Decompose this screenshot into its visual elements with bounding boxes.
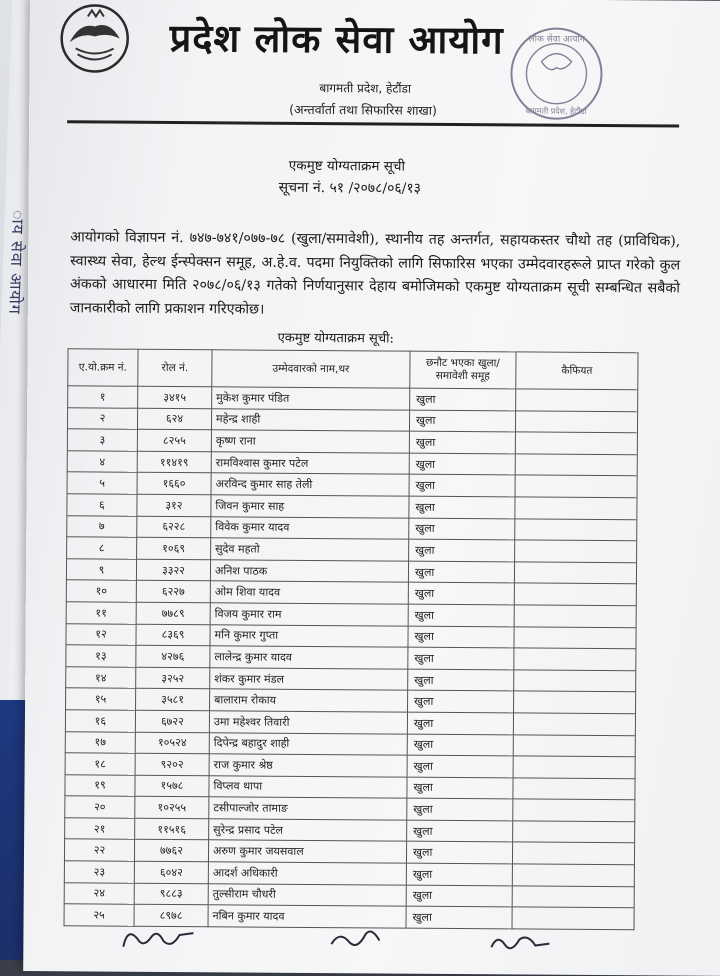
cell-serial: १६ [65,710,135,732]
cell-roll: ९८८३ [134,883,208,905]
cell-name: मनि कुमार गुप्ता [210,624,408,647]
cell-serial: १४ [66,666,136,688]
cell-serial: ७ [67,515,137,537]
cell-serial: ४ [67,451,137,473]
cell-serial: ६ [67,494,137,516]
cell-serial: १५ [66,688,136,710]
cell-name: नबिन कुमार यादव [208,905,406,928]
cell-name: आदर्श अधिकारी [208,862,406,885]
cell-roll: १५७८ [135,775,209,797]
cell-serial: १३ [66,645,136,667]
cell-serial: १ [68,386,138,408]
cell-group: खुला [407,820,513,842]
cell-name: जिवन कुमार साह [211,495,409,518]
cell-roll: ६०४२ [134,861,208,883]
cell-serial: २ [67,407,137,429]
cell-roll: १०५२४ [135,732,209,754]
notice-body: आयोगको विज्ञापन नं. ७४७-७४१/०७७-७८ (खुला/समावेशी), स्थानीय तह अन्तर्गत, सहायकस्तर चौथो तह (प्राविधिक), स्वास्थ्य सेवा, हेल्थ ईन्स्पेक्सन समूह, अ.हे.व. पदमा नियुक्तिको लागि सिफारिस भएका उम्मेदवारहरूले प्राप्त गरेको कुल अंकको आधारमा मिति २०७८/०६/१३ गतेको निर्णयानुसार देहाय बमोजिमको एकमुष्ट योग्यताक्रम सूची सम्बन्धित सबैको जानकारीको लागि प्रकाशन गरिएकोछ। [69,229,681,318]
cell-remarks [515,454,637,476]
cell-group: खुला [408,582,514,604]
cell-group: खुला [406,863,512,885]
cell-group: खुला [408,626,514,648]
cell-remarks [515,475,637,497]
cell-group: खुला [409,539,515,561]
cell-name: राज कुमार श्रेष्ठ [209,754,407,777]
cell-remarks [514,562,636,584]
cell-serial: २२ [64,839,134,861]
cell-group: खुला [409,453,515,475]
cell-remarks [516,389,638,411]
cell-roll: ११४१९ [137,451,211,473]
cell-name: सुदेव महतो [211,538,409,561]
cell-remarks [513,713,635,735]
branch-line: (अन्तर्वार्ता तथा सिफारिस शाखा) [289,101,437,118]
cell-name: तुल्सीराम चौधरी [208,883,406,906]
cell-roll: १६६० [137,473,211,495]
cell-name: महेन्द्र शाही [211,408,409,431]
cell-roll: १०६९ [137,537,211,559]
cell-group: खुला [409,475,515,497]
cell-group: खुला [407,798,513,820]
cell-roll: ७७८९ [136,602,210,624]
table-header-row [68,349,638,390]
cell-name: विजय कुमार राम [210,603,408,626]
cell-serial: ३ [67,429,137,451]
header-name: उम्मेदवारको नाम,थर [212,350,410,388]
cell-roll: ६२४ [137,408,211,430]
cell-group: खुला [408,647,514,669]
cell-serial: ५ [67,472,137,494]
cell-group: खुला [408,669,514,691]
cell-roll: ८३६९ [136,624,210,646]
cell-roll: ३५८१ [136,689,210,711]
cell-roll: १०२५५ [135,797,209,819]
cell-name: अनिश पाठक [210,560,408,583]
cell-name: कृष्ण राना [211,430,409,453]
cell-remarks [514,691,636,713]
cell-roll: ३३२२ [136,559,210,581]
cell-roll: ३१२ [137,494,211,516]
cell-group: खुला [407,734,513,756]
stamp-bottom-text: बागमती प्रदेश, हेटौंडा [525,106,587,116]
cell-name: शंकर कुमार मंडल [210,667,408,690]
province-line: बागमती प्रदेश, हेटौंडा [319,81,412,96]
cell-group: खुला [408,604,514,626]
underlying-sheet-text: ाय सेवा आयोग [5,210,28,315]
cell-roll: ४२७६ [136,645,210,667]
page-title: प्रदेश लोक सेवा आयोग [169,14,504,63]
cell-roll: ३२५२ [136,667,210,689]
cell-remarks [515,410,637,432]
cell-roll: ६२२८ [137,516,211,538]
cell-name: दिपेन्द्र बहादुर शाही [209,732,407,755]
cell-name: रामविश्वास कुमार पटेल [211,452,409,475]
cell-name: विवेक कुमार यादव [211,516,409,539]
cell-roll: ८२५५ [137,429,211,451]
cell-serial: १९ [65,774,135,796]
cell-remarks [514,605,636,627]
signature-left [113,919,213,960]
header-group: छनौट भएका खुला/ समावेशी समूह [410,351,516,389]
cell-name: उमा महेश्वर तिवारी [209,711,407,734]
cell-serial: २१ [65,818,135,840]
cell-remarks [515,518,637,540]
cell-group: खुला [406,885,512,907]
cell-group: खुला [409,518,515,540]
cell-group: खुला [408,561,514,583]
cell-remarks [513,756,635,778]
cell-name: टसीपाल्जोर तामाङ [209,797,407,820]
cell-serial: ११ [66,602,136,624]
cell-group: खुला [406,906,512,928]
cell-remarks [513,778,635,800]
nepal-emblem-icon [57,2,132,75]
cell-name: मुकेश कुमार पंडित [212,387,410,410]
merit-list-table [64,348,639,930]
cell-serial: ९ [66,559,136,581]
list-title: एकमुष्ट योग्यताक्रम सूची [288,157,406,175]
cell-remarks [515,432,637,454]
cell-group: खुला [407,712,513,734]
cell-remarks [514,648,636,670]
header-remarks: कैफियत [516,352,638,390]
cell-serial: २० [65,796,135,818]
cell-roll: ६२२७ [136,581,210,603]
cell-remarks [515,540,637,562]
table-title: एकमुष्ट योग्यताक्रम सूची: [277,330,394,347]
cell-serial: १२ [66,623,136,645]
cell-remarks [512,886,634,908]
cell-group: खुला [406,842,512,864]
cell-serial: २३ [64,861,134,883]
cell-remarks [512,842,634,864]
cell-name: लालेन्द्र कुमार यादव [210,646,408,669]
cell-remarks [513,799,635,821]
cell-roll: ६७२२ [135,710,209,732]
cell-group: खुला [410,388,516,410]
cell-remarks [514,583,636,605]
table-body [64,386,638,930]
cell-roll: ७७६२ [134,840,208,862]
cell-roll: ३४१५ [138,386,212,408]
cell-remarks [512,864,634,886]
cell-remarks [513,821,635,843]
cell-name: सुरेन्द्र प्रसाद पटेल [209,819,407,842]
cell-name: ओम शिवा यादव [210,581,408,604]
cell-serial: १० [66,580,136,602]
cell-name: अरुण कुमार जयसवाल [208,840,406,863]
signature-right [483,921,563,962]
office-stamp [501,21,612,126]
cell-serial: ८ [67,537,137,559]
cell-group: खुला [409,496,515,518]
cell-roll: ९२०२ [135,753,209,775]
cell-remarks [515,497,637,519]
cell-group: खुला [407,777,513,799]
cell-remarks [513,734,635,756]
signature-middle [323,920,393,960]
cell-serial: २४ [64,882,134,904]
cell-roll: ८९७८ [134,904,208,926]
stamp-top-text: लोक सेवा आयोग [528,34,585,45]
cell-name: विप्लव थापा [209,775,407,798]
notice-number: सूचना नं. ५१ /२०७८/०६/१३ [278,179,422,197]
cell-remarks [514,626,636,648]
cell-group: खुला [409,410,515,432]
cell-roll: ११५१६ [135,818,209,840]
cell-serial: २५ [64,904,134,926]
cell-serial: १८ [65,753,135,775]
header-roll: रोल नं. [138,349,212,387]
cell-name: बालाराम रोकाय [210,689,408,712]
header-serial: ए.यो.क्रम नं. [68,349,138,386]
cell-group: खुला [407,755,513,777]
document-page [23,0,720,976]
cell-group: खुला [408,690,514,712]
cell-serial: १७ [65,731,135,753]
cell-group: खुला [409,431,515,453]
cell-remarks [514,670,636,692]
cell-name: अरविन्द कुमार साह तेली [211,473,409,496]
